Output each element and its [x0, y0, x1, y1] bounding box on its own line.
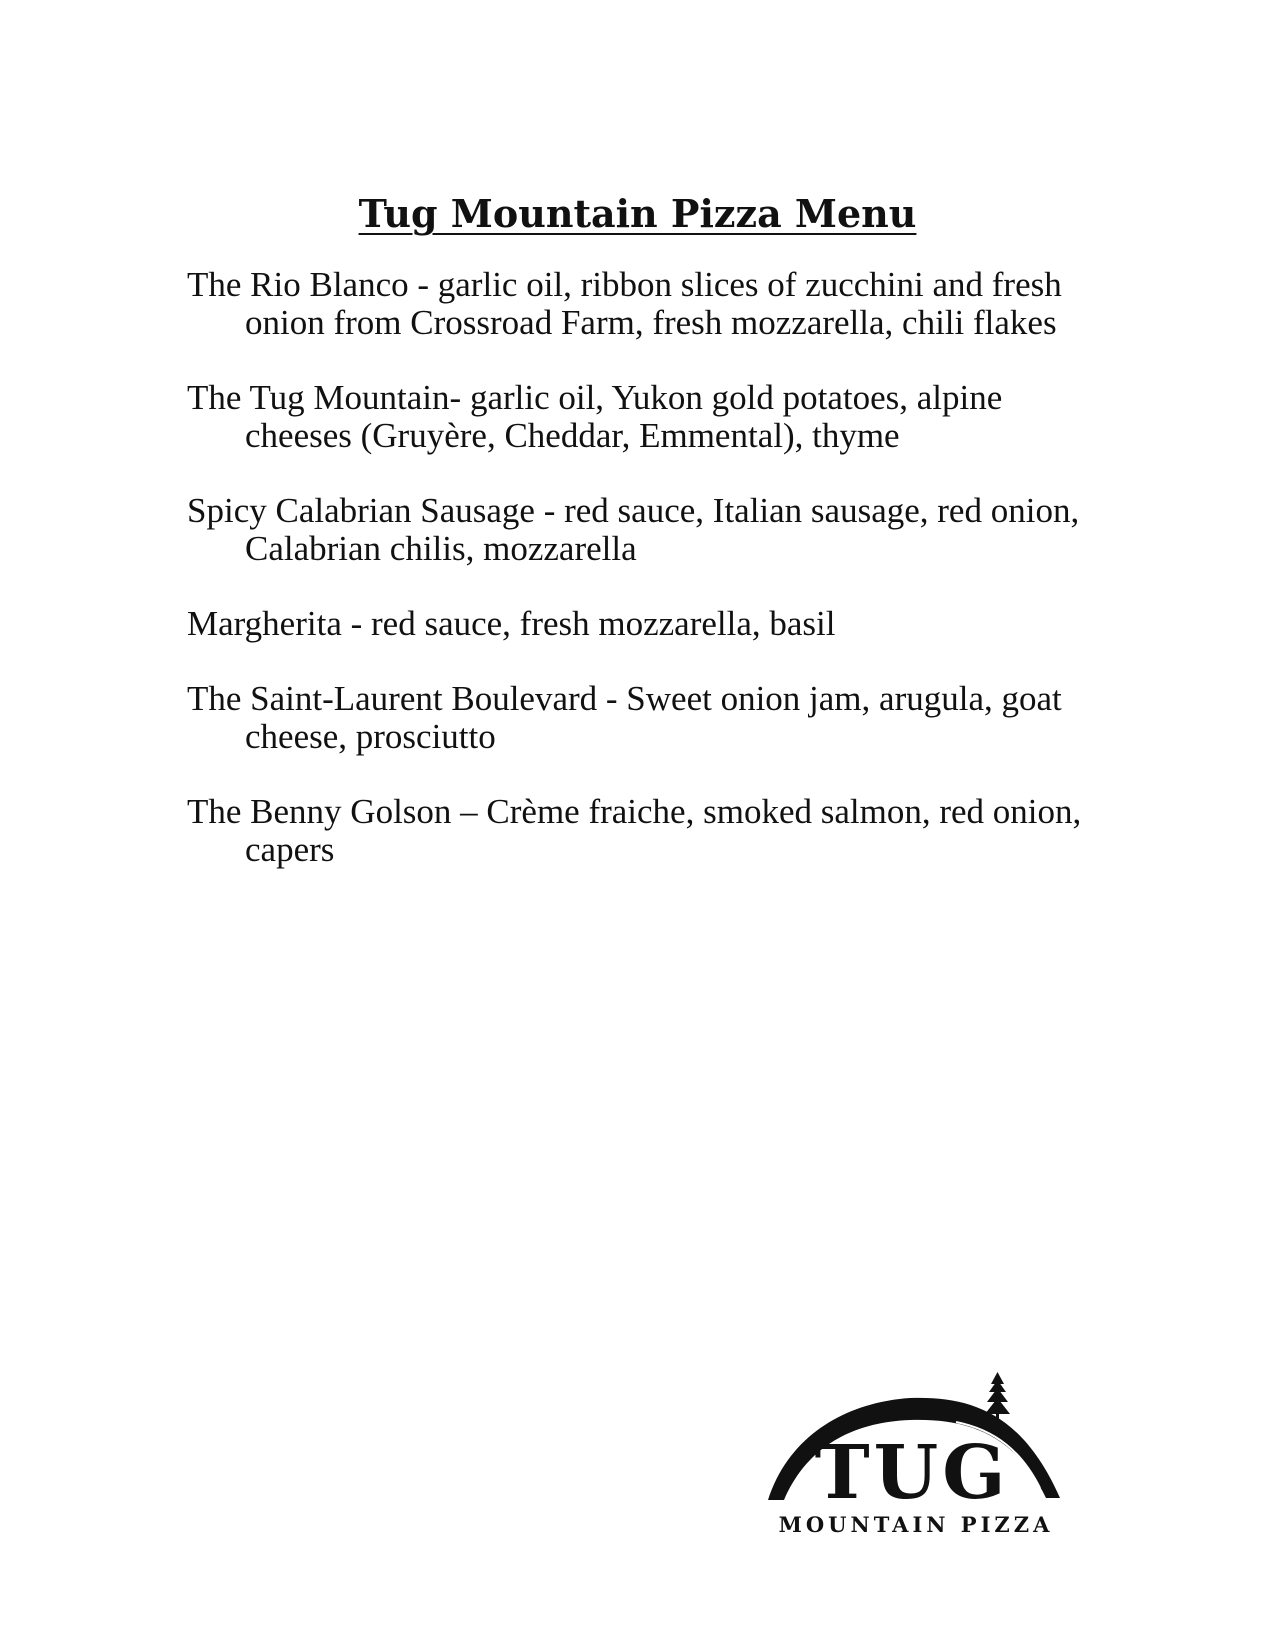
- menu-item-benny-golson: The Benny Golson – Crème fraiche, smoked salmon, red onion, capers: [187, 792, 1082, 869]
- page-title: Tug Mountain Pizza Menu: [358, 191, 917, 236]
- logo-word: TUG: [814, 1430, 1010, 1516]
- menu-item-tug-mountain: The Tug Mountain- garlic oil, Yukon gold potatoes, alpine cheeses (Gruyère, Cheddar, Emmental), thyme: [187, 378, 1003, 455]
- menu-item-margherita: Margherita - red sauce, fresh mozzarella, basil: [187, 604, 836, 643]
- menu-list: [187, 266, 1107, 906]
- menu-item-spicy-calabrian-sausage: Spicy Calabrian Sausage - red sauce, Italian sausage, red onion, Calabrian chilis, mozzarella: [187, 491, 1080, 568]
- tug-mountain-logo: [760, 1372, 1080, 1542]
- menu-item-rio-blanco: The Rio Blanco - garlic oil, ribbon slices of zucchini and fresh onion from Crossroad Farm, fresh mozzarella, chili flakes: [187, 265, 1062, 342]
- menu-item-saint-laurent-boulevard: The Saint-Laurent Boulevard - Sweet onion jam, arugula, goat cheese, prosciutto: [187, 679, 1062, 756]
- logo-subtitle: MOUNTAIN PIZZA: [778, 1512, 1054, 1537]
